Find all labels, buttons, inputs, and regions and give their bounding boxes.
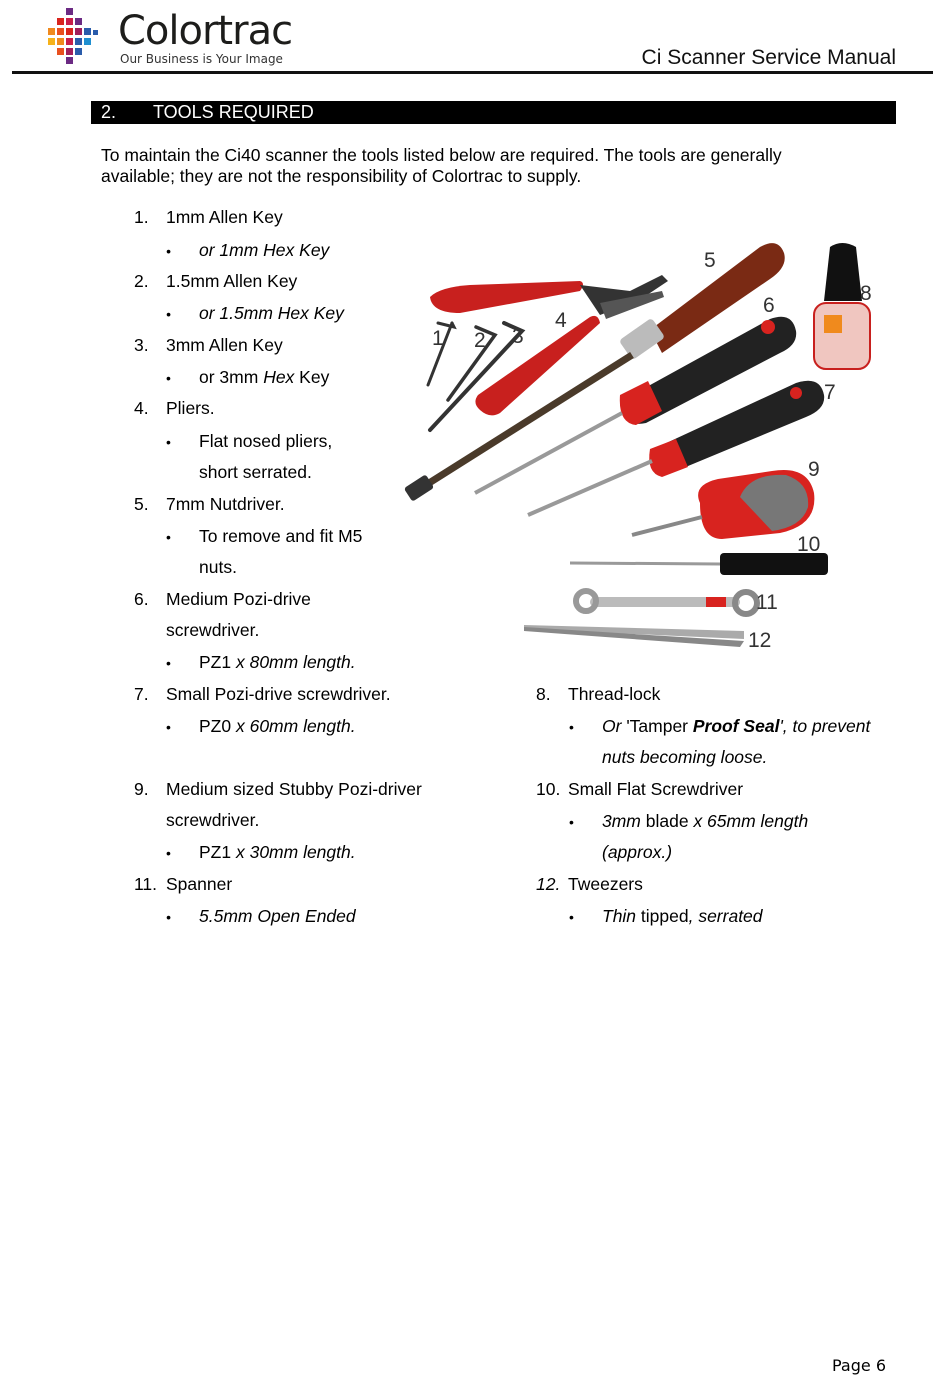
photo-label-2: 2 xyxy=(474,329,486,352)
photo-label-11: 11 xyxy=(756,591,778,614)
subitem-text: Proof Seal xyxy=(692,716,780,736)
page-number: Page 6 xyxy=(832,1356,886,1375)
list-item xyxy=(536,778,744,800)
list-subitem xyxy=(602,810,808,832)
photo-label-6: 6 xyxy=(763,294,775,317)
section-title: TOOLS REQUIRED xyxy=(153,102,314,122)
item-label: Medium Pozi-drive xyxy=(166,589,311,609)
subitem-text: PZ1 xyxy=(199,842,232,862)
tools-photo xyxy=(400,235,890,660)
subitem-text: PZ1 xyxy=(199,652,232,672)
item-number: 5. xyxy=(134,494,149,514)
subitem-text: x 65mm length xyxy=(693,811,809,831)
item-number: 4. xyxy=(134,398,149,418)
photo-label-10: 10 xyxy=(797,533,821,556)
item-number: 2. xyxy=(134,271,149,291)
item-label: 1.5mm Allen Key xyxy=(166,271,298,291)
list-item xyxy=(134,334,283,356)
item-label-continued: screwdriver. xyxy=(166,810,260,830)
list-subitem: • or 1.5mm Hex Key xyxy=(199,302,344,324)
subitem-text: x 80mm length. xyxy=(231,652,356,672)
section-heading xyxy=(91,101,896,124)
flat-screwdriver-image xyxy=(570,553,828,575)
thread-lock-bottle-image xyxy=(814,243,870,369)
photo-label-7: 7 xyxy=(824,381,836,404)
list-subitem xyxy=(199,651,356,673)
list-item xyxy=(134,683,391,705)
list-subitem-continued: nuts. xyxy=(199,557,237,577)
list-item xyxy=(134,493,285,515)
subitem-text: , serrated xyxy=(688,906,763,926)
list-subitem xyxy=(602,715,870,737)
list-item xyxy=(134,873,233,895)
item-number: 8. xyxy=(536,684,551,704)
item-number: 9. xyxy=(134,779,149,799)
list-subitem-continued: short serrated. xyxy=(199,462,312,482)
list-item xyxy=(134,397,215,419)
subitem-text: Or xyxy=(602,716,627,736)
photo-label-3: 3 xyxy=(512,325,524,348)
item-label: Small Flat Screwdriver xyxy=(568,779,744,799)
item-label: 3mm Allen Key xyxy=(166,335,283,355)
subitem-text: PZ0 xyxy=(199,716,232,736)
subitem-text: Key xyxy=(294,367,330,387)
intro-line: available; they are not the responsibility of Colortrac to supply. xyxy=(101,166,582,186)
item-number: 3. xyxy=(134,335,149,355)
intro-line: To maintain the Ci40 scanner the tools listed below are required. The tools are generally xyxy=(101,145,782,165)
photo-label-12: 12 xyxy=(748,629,772,652)
header-divider xyxy=(12,71,933,74)
list-item xyxy=(134,588,311,610)
subitem-text: x 60mm length. xyxy=(231,716,356,736)
photo-label-1: 1 xyxy=(432,327,444,350)
list-item xyxy=(536,683,661,705)
photo-label-5: 5 xyxy=(704,249,716,272)
list-subitem: • To remove and fit M5 xyxy=(199,525,362,547)
colortrac-logo-icon xyxy=(44,6,108,66)
item-number: 7. xyxy=(134,684,149,704)
item-number: 1. xyxy=(134,207,149,227)
item-label: Medium sized Stubby Pozi-driver xyxy=(166,779,422,799)
item-label: Tweezers xyxy=(568,874,643,894)
manual-title: Ci Scanner Service Manual xyxy=(641,46,896,69)
item-label: Small Pozi-drive screwdriver. xyxy=(166,684,391,704)
intro-paragraph xyxy=(101,145,861,187)
item-number: 11. xyxy=(134,874,158,894)
list-item xyxy=(134,206,283,228)
list-subitem: • or 1mm Hex Key xyxy=(199,239,329,261)
brand-tagline: Our Business is Your Image xyxy=(120,52,283,66)
list-item xyxy=(134,270,298,292)
item-number: 12. xyxy=(536,874,561,894)
list-item xyxy=(536,873,643,895)
tweezers-image xyxy=(524,625,744,647)
brand-name: Colortrac xyxy=(118,8,293,54)
subitem-text: ', to prevent xyxy=(779,716,871,736)
item-label: Pliers. xyxy=(166,398,215,418)
subitem-text: 'Tamper xyxy=(626,716,693,736)
list-subitem xyxy=(602,905,763,927)
stubby-screwdriver-image xyxy=(632,470,814,539)
item-number: 10. xyxy=(536,779,561,799)
list-item xyxy=(134,778,422,800)
subitem-text: blade xyxy=(640,811,694,831)
list-subitem-continued: (approx.) xyxy=(602,842,673,862)
subitem-text: x 30mm length. xyxy=(231,842,356,862)
section-number: 2. xyxy=(101,102,117,122)
item-label: 1mm Allen Key xyxy=(166,207,283,227)
list-subitem xyxy=(199,841,356,863)
subitem-text: Hex xyxy=(263,367,295,387)
subitem-text: tipped xyxy=(636,906,689,926)
photo-label-8: 8 xyxy=(860,282,872,305)
photo-label-4: 4 xyxy=(555,309,567,332)
subitem-text: 3mm xyxy=(602,811,641,831)
item-label: 7mm Nutdriver. xyxy=(166,494,285,514)
item-label: Thread-lock xyxy=(568,684,661,704)
list-subitem: • Flat nosed pliers, xyxy=(199,430,332,452)
subitem-text: or 3mm xyxy=(199,367,264,387)
list-subitem: • 5.5mm Open Ended xyxy=(199,905,356,927)
item-label: Spanner xyxy=(166,874,233,894)
list-subitem xyxy=(199,715,356,737)
list-subitem xyxy=(199,366,329,388)
item-label-continued: screwdriver. xyxy=(166,620,260,640)
spanner-image xyxy=(576,591,757,614)
item-number: 6. xyxy=(134,589,149,609)
subitem-text: Thin xyxy=(602,906,637,926)
list-subitem-continued: nuts becoming loose. xyxy=(602,747,768,767)
photo-label-9: 9 xyxy=(808,458,820,481)
